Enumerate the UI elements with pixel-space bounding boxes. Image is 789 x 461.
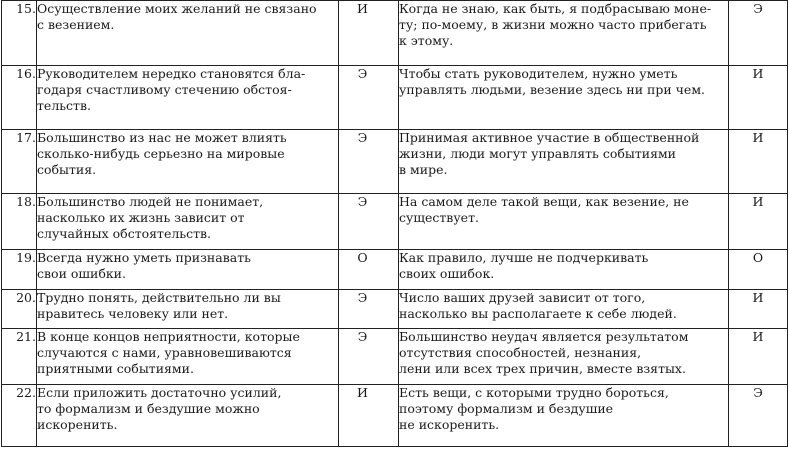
statement-line: Руководителем нередко становятся бла- (37, 66, 306, 81)
answer-key-left (339, 66, 399, 130)
table-row (2, 194, 788, 250)
table-row (2, 1, 788, 66)
answer-key-label: О (752, 250, 764, 265)
statement-line: жизни, люди могут управлять событиями (399, 146, 677, 161)
answer-key-label: Э (357, 329, 368, 344)
answer-key-label: Э (753, 385, 763, 400)
statement-line: Осуществление моих желаний не связано (37, 1, 317, 16)
statement-right (399, 1, 729, 66)
statement-line: в мире. (399, 162, 448, 177)
statement-right (399, 329, 729, 385)
statement-line: свои ошибки. (37, 266, 126, 281)
answer-key-left (339, 1, 399, 66)
item-number: 19. (2, 250, 37, 290)
statement-line: насколько вы располагаете к себе людей. (399, 306, 677, 321)
answer-key-left (339, 194, 399, 250)
statement-right (399, 290, 729, 329)
statement-line: к этому. (399, 33, 454, 48)
statement-line: своих ошибок. (399, 266, 495, 281)
item-number: 21. (2, 329, 37, 385)
answer-key-right (729, 1, 788, 66)
item-number: 20. (2, 290, 37, 329)
answer-key-label: О (357, 250, 368, 265)
statement-line: поэтому формализм и бездушие (399, 401, 614, 416)
statement-line: тельств. (37, 98, 91, 113)
answer-key-right (729, 194, 788, 250)
statement-line: лени или всех трех причин, вместе взятых. (399, 361, 686, 376)
statement-right (399, 194, 729, 250)
answer-key-left (339, 130, 399, 194)
item-number: 17. (2, 130, 37, 194)
item-number: 18. (2, 194, 37, 250)
statement-left (37, 66, 339, 130)
statement-left (37, 1, 339, 66)
statement-line: не искоренить. (399, 417, 500, 432)
answer-key-right (729, 250, 788, 290)
answer-key-label: И (752, 130, 764, 145)
statement-line: насколько их жизнь зависит от (37, 210, 245, 225)
answer-key-label: И (752, 329, 764, 344)
table-row (2, 290, 788, 329)
statement-line: Когда не знаю, как быть, я подбрасываю моне- (399, 1, 712, 16)
item-number: 22. (2, 385, 37, 447)
statement-line: случайных обстоятельств. (37, 226, 212, 241)
statement-line: Чтобы стать руководителем, нужно уметь (399, 66, 678, 81)
table-row (2, 329, 788, 385)
statement-line: события. (37, 162, 97, 177)
statement-right (399, 250, 729, 290)
answer-key-label: И (752, 290, 764, 305)
statement-line: Как правило, лучше не подчеркивать (399, 250, 649, 265)
statement-line: с везением. (37, 17, 115, 32)
table-row (2, 250, 788, 290)
statement-line: Если приложить достаточно усилий, (37, 385, 282, 400)
statement-left (37, 130, 339, 194)
statement-line: В конце концов неприятности, которые (37, 329, 300, 344)
table-row (2, 385, 788, 447)
answer-key-label: И (752, 194, 764, 209)
statement-line: то формализм и бездушие можно (37, 401, 260, 416)
answer-key-left (339, 385, 399, 447)
answer-key-label: Э (357, 194, 368, 209)
statement-line: искоренить. (37, 417, 118, 432)
answer-key-label: Э (753, 1, 763, 16)
statement-right (399, 385, 729, 447)
statement-line: Большинство из нас не может влиять (37, 130, 287, 145)
statement-left (37, 250, 339, 290)
answer-key-left (339, 250, 399, 290)
answer-key-label: И (357, 385, 368, 400)
answer-key-label: Э (357, 66, 368, 81)
statement-line: нравитесь человеку или нет. (37, 306, 229, 321)
statement-left (37, 329, 339, 385)
answer-key-right (729, 290, 788, 329)
statement-line: Всегда нужно уметь признавать (37, 250, 251, 265)
statement-left (37, 194, 339, 250)
statement-line: ту; по-моему, в жизни можно часто прибегать (399, 17, 707, 32)
statement-right (399, 66, 729, 130)
statement-line: Число ваших друзей зависит от того, (399, 290, 646, 305)
statement-right (399, 130, 729, 194)
statement-line: На самом деле такой вещи, как везение, не (399, 194, 689, 209)
answer-key-label: Э (357, 290, 368, 305)
statement-line: приятными событиями. (37, 361, 194, 376)
statement-line: случаются с нами, уравновешиваются (37, 345, 292, 360)
answer-key-right (729, 130, 788, 194)
item-number: 15. (2, 1, 37, 66)
answer-key-label: И (752, 66, 764, 81)
questionnaire-table (1, 0, 788, 447)
statement-line: Большинство неудач является результатом (399, 329, 689, 344)
statement-line: существует. (399, 210, 479, 225)
answer-key-right (729, 329, 788, 385)
statement-line: Принимая активное участие в общественной (399, 130, 700, 145)
answer-key-right (729, 66, 788, 130)
statement-line: сколько-нибудь серьезно на мировые (37, 146, 285, 161)
answer-key-left (339, 329, 399, 385)
item-number: 16. (2, 66, 37, 130)
questionnaire-body (2, 1, 788, 447)
table-row (2, 130, 788, 194)
statement-left (37, 290, 339, 329)
statement-line: отсутствия способностей, незнания, (399, 345, 642, 360)
statement-line: годаря счастливому стечению обстоя- (37, 82, 292, 97)
answer-key-label: Э (357, 130, 368, 145)
statement-left (37, 385, 339, 447)
statement-line: Большинство людей не понимает, (37, 194, 264, 209)
statement-line: Трудно понять, действительно ли вы (37, 290, 281, 305)
answer-key-right (729, 385, 788, 447)
answer-key-label: И (357, 1, 368, 16)
table-row (2, 66, 788, 130)
answer-key-left (339, 290, 399, 329)
statement-line: Есть вещи, с которыми трудно бороться, (399, 385, 669, 400)
statement-line: управлять людьми, везение здесь ни при чем. (399, 82, 706, 97)
